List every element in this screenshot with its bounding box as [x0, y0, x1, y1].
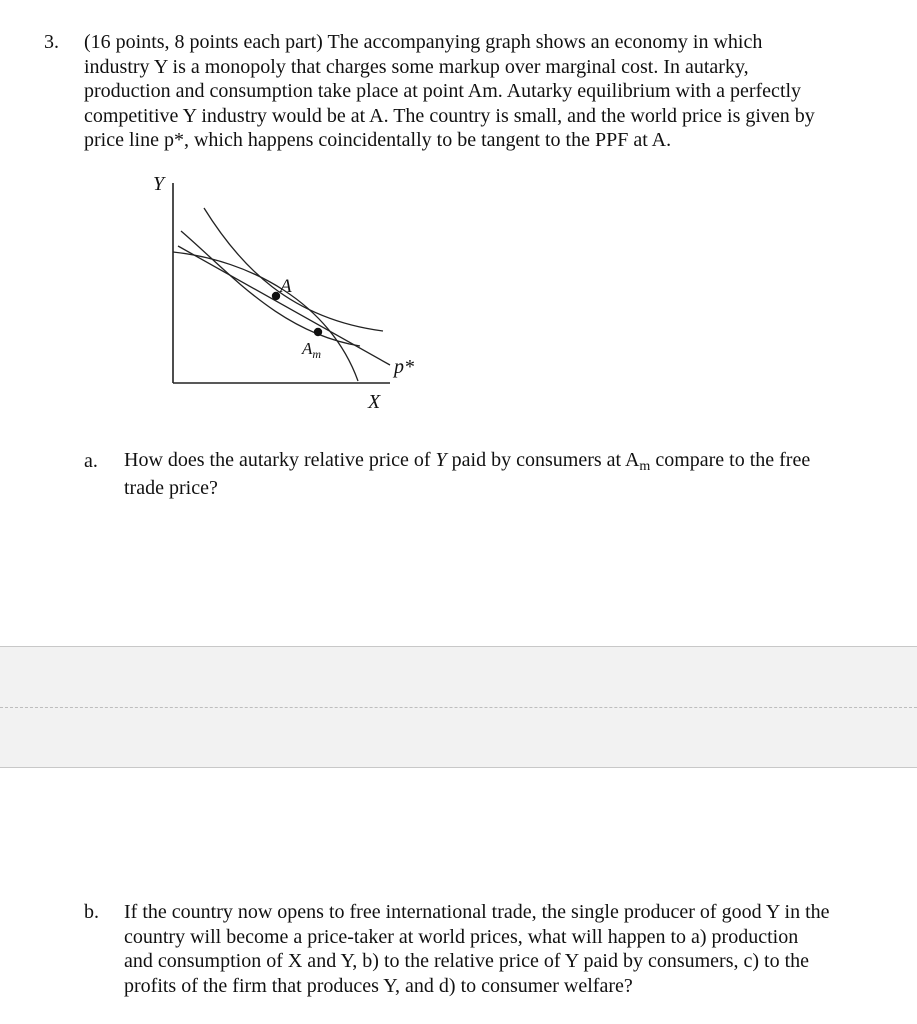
part-a-line-1-post: compare to the free [650, 449, 811, 471]
part-b-line-1: If the country now opens to free international trade, the single producer of good Y in the [124, 901, 830, 923]
part-a-line-1-sub: m [639, 459, 651, 474]
price-line-label: p* [394, 356, 414, 378]
answer-divider [0, 707, 917, 708]
part-a-line-2: trade price? [124, 476, 218, 499]
point-a-marker [272, 292, 280, 300]
part-a-label: a. [84, 450, 98, 472]
x-axis-label: X [368, 391, 381, 413]
part-a-line-1-mid: paid by consumers at A [446, 449, 640, 471]
economy-graph [140, 168, 440, 418]
point-am-label [301, 339, 321, 361]
y-axis-label: Y [153, 173, 165, 195]
part-b-line-3: and consumption of X and Y, b) to the relative price of Y paid by consumers, c) to the [124, 950, 810, 972]
point-a-label: A [280, 276, 292, 297]
part-a-line-1-var: Y [435, 449, 447, 471]
part-b-line-2: country will become a price-taker at world prices, what will happen to a) production [124, 925, 799, 948]
question-line-4: competitive Y industry would be at A. The country is small, and the world price is given by [84, 104, 815, 127]
price-line-p-star [178, 246, 390, 365]
question-line-3: production and consumption take place at point Am. Autarky equilibrium with a perfectly [84, 80, 802, 102]
answer-area[interactable] [0, 646, 917, 768]
point-am-label-subscript: m [312, 347, 322, 361]
point-am-marker [314, 328, 322, 336]
point-am-label-main: A [302, 339, 313, 358]
part-a-line-1-pre: How does the autarky relative price of [124, 449, 436, 471]
question-line-2: industry Y is a monopoly that charges some markup over marginal cost. In autarky, [84, 55, 749, 78]
part-b-line-4: profits of the firm that produces Y, and d) to consumer welfare? [124, 974, 633, 997]
part-a-line-1 [124, 448, 884, 476]
part-b-label: b. [84, 901, 99, 923]
economy-graph-svg [140, 168, 440, 418]
part-b-question [124, 900, 904, 998]
question-number: 3. [44, 31, 59, 53]
question-text [84, 30, 884, 153]
indifference-curve-high [204, 208, 383, 331]
ppf-curve [173, 252, 358, 381]
question-line-1: (16 points, 8 points each part) The accompanying graph shows an economy in which [84, 31, 763, 53]
indifference-curve-low [181, 231, 360, 346]
question-line-5: price line p*, which happens coincidentally to be tangent to the PPF at A. [84, 129, 672, 151]
part-a-question [124, 448, 884, 500]
